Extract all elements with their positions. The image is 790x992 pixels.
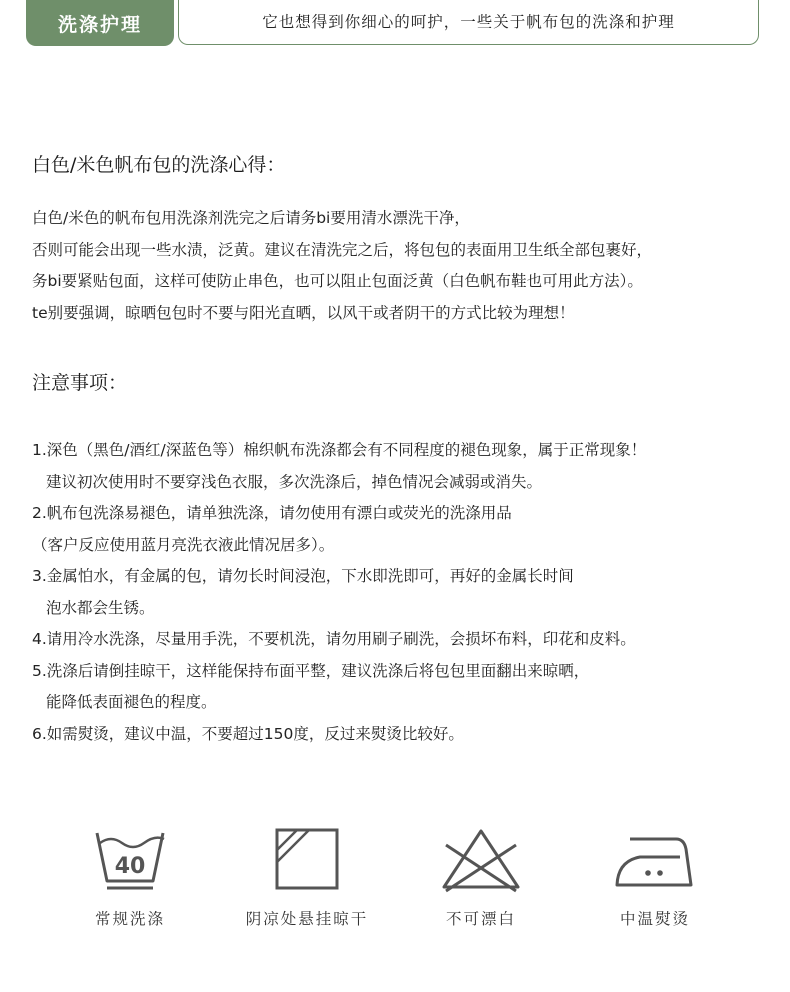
notice-line: 6.如需熨烫，建议中温，不要超过150度，反过来熨烫比较好。 <box>32 724 464 743</box>
section1-line: 务bi要紧贴包面，这样可使防止串色，也可以阻止包面泛黄（白色帆布鞋也可用此方法）。 <box>32 272 643 290</box>
care-label: 不可漂白 <box>445 910 516 928</box>
notice-line: 1.深色（黑色/酒红/深蓝色等）棉织帆布洗涤都会有不同程度的褪色现象，属于正常现象！ <box>32 441 647 459</box>
shade-dry-icon <box>262 825 352 893</box>
iron-medium-icon <box>610 825 700 893</box>
notice-line: 建议初次使用时不要穿浅色衣服，多次洗涤后，掉色情况会减弱或消失。 <box>46 472 543 491</box>
section1-line: 否则可能会出现一些水渍，泛黄。建议在清洗完之后，将包包的表面用卫生纸全部包裹好， <box>32 240 653 259</box>
section-tab: 洗涤护理 <box>26 0 174 46</box>
notice-line: 2.帆布包洗涤易褪色，请单独洗涤，请勿使用有漂白或荧光的洗涤用品 <box>32 504 512 522</box>
notice-line: 能降低表面褪色的程度。 <box>46 693 217 711</box>
section2-body <box>32 435 646 750</box>
care-item-wash <box>45 825 215 929</box>
section1-line: 白色/米色的帆布包用洗涤剂洗完之后请务bi要用清水漂洗干净， <box>32 209 470 227</box>
no-bleach-icon <box>436 825 526 893</box>
care-item-iron <box>570 825 740 929</box>
header-banner: 它也想得到你细心的呵护，一些关于帆布包的洗涤和护理 <box>178 0 759 45</box>
notice-line: 泡水都会生锈。 <box>46 598 155 617</box>
notice-line: （客户反应使用蓝月亮洗衣液此情况居多）。 <box>32 535 335 554</box>
wash-40-icon <box>85 825 175 893</box>
notice-line: 4.请用冷水洗涤，尽量用手洗，不要机洗，请勿用刷子刷洗，会损坏布料，印花和皮料。 <box>32 630 636 648</box>
section1-body <box>32 203 652 329</box>
section1-line: te别要强调，晾晒包包时不要与阳光直晒，以风干或者阴干的方式比较为理想！ <box>32 303 575 322</box>
care-item-no-bleach <box>396 825 566 929</box>
header <box>26 0 761 46</box>
notice-line: 3.金属怕水，有金属的包，请勿长时间浸泡，下水即洗即可，再好的金属长时间 <box>32 567 574 585</box>
wash-temp: 40 <box>114 854 146 879</box>
section2-title: 注意事项： <box>32 372 128 394</box>
notice-line: 5.洗涤后请倒挂晾干，这样能保持布面平整，建议洗涤后将包包里面翻出来晾晒， <box>32 661 590 680</box>
section1-title: 白色/米色帆布包的洗涤心得： <box>32 154 286 176</box>
care-label: 常规洗涤 <box>94 910 165 928</box>
care-item-shade-dry <box>222 825 392 929</box>
care-label: 中温熨烫 <box>619 910 690 928</box>
care-label: 阴凉处悬挂晾干 <box>245 910 369 928</box>
care-icons <box>0 825 790 945</box>
